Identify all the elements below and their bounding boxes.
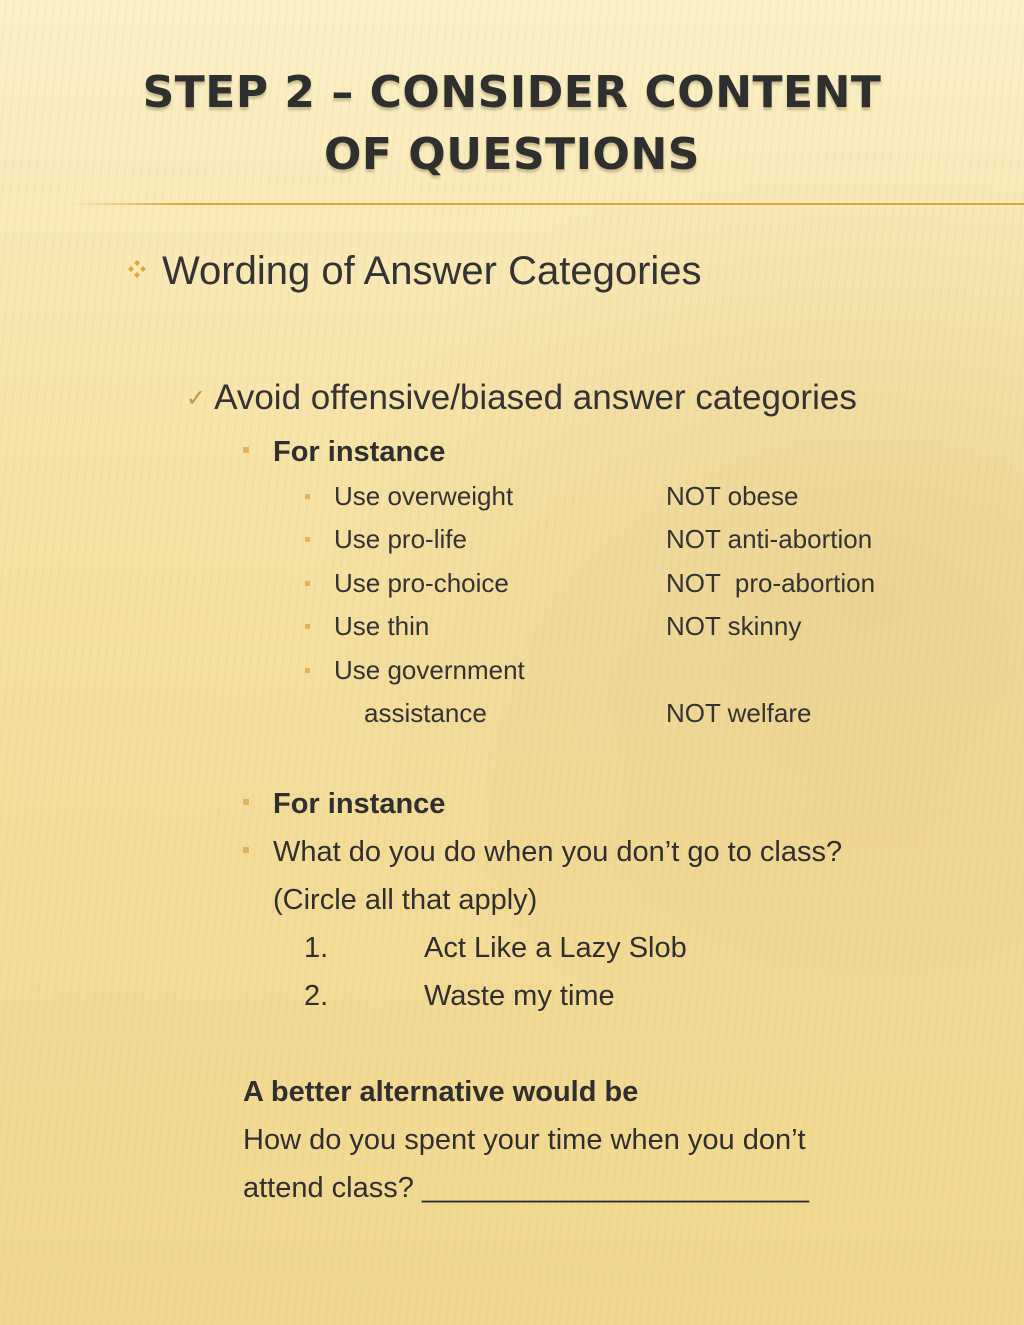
option-item: [304, 928, 687, 968]
subheading-text: Avoid offensive/biased answer categories: [214, 378, 857, 417]
example-label-2: [243, 784, 445, 824]
title-line-2: OF QUESTIONS: [324, 129, 700, 180]
alternative-label: A better alternative would be: [243, 1076, 639, 1108]
not-term: NOT pro-abortion: [666, 568, 876, 598]
example-label-1-text: For instance: [273, 436, 446, 468]
example-label-1: [243, 432, 445, 472]
section-heading: Wording of Answer Categories: [162, 249, 702, 293]
check-icon: ✓: [186, 385, 207, 412]
diamond-cluster-icon: [126, 258, 148, 280]
use-term: Use pro-choice: [334, 568, 509, 598]
page-title: [0, 62, 1024, 186]
list-item: [305, 608, 429, 644]
square-bullet-icon: [305, 537, 310, 542]
heading-bullet-item: [126, 246, 702, 296]
list-item: [305, 478, 513, 514]
square-bullet-icon: [305, 624, 310, 629]
square-bullet-icon: [243, 799, 249, 805]
square-bullet-icon: [243, 847, 249, 853]
option-number: 2.: [304, 980, 329, 1012]
square-bullet-icon: [305, 494, 310, 499]
option-item: [304, 976, 615, 1016]
not-term: NOT welfare: [666, 698, 812, 728]
list-item: [305, 521, 467, 557]
subheading-item: [186, 375, 857, 422]
not-term: NOT skinny: [666, 611, 802, 641]
question-item: [243, 832, 842, 872]
question-text: What do you do when you don’t go to class?: [273, 836, 843, 868]
square-bullet-icon: [305, 668, 310, 673]
use-term: Use thin: [334, 611, 430, 641]
alternative-question-line-1: How do you spent your time when you don’t: [243, 1124, 806, 1156]
example-label-2-text: For instance: [273, 788, 446, 820]
option-text: Waste my time: [424, 980, 615, 1012]
use-term-continuation: assistance: [364, 698, 487, 728]
list-item: [305, 652, 525, 688]
title-line-1: STEP 2 – CONSIDER CONTENT: [142, 67, 882, 118]
use-term: Use pro-life: [334, 524, 467, 554]
option-text: Act Like a Lazy Slob: [424, 932, 687, 964]
not-term: NOT anti-abortion: [666, 524, 873, 554]
alternative-question-line-2: attend class? ________________________: [243, 1172, 810, 1204]
list-item: [305, 565, 509, 601]
option-number: 1.: [304, 932, 329, 964]
use-term: Use government: [334, 655, 525, 685]
title-divider: [70, 203, 1024, 205]
square-bullet-icon: [243, 447, 249, 453]
use-term: Use overweight: [334, 481, 514, 511]
question-instruction: (Circle all that apply): [273, 884, 538, 916]
square-bullet-icon: [305, 581, 310, 586]
not-term: NOT obese: [666, 481, 799, 511]
